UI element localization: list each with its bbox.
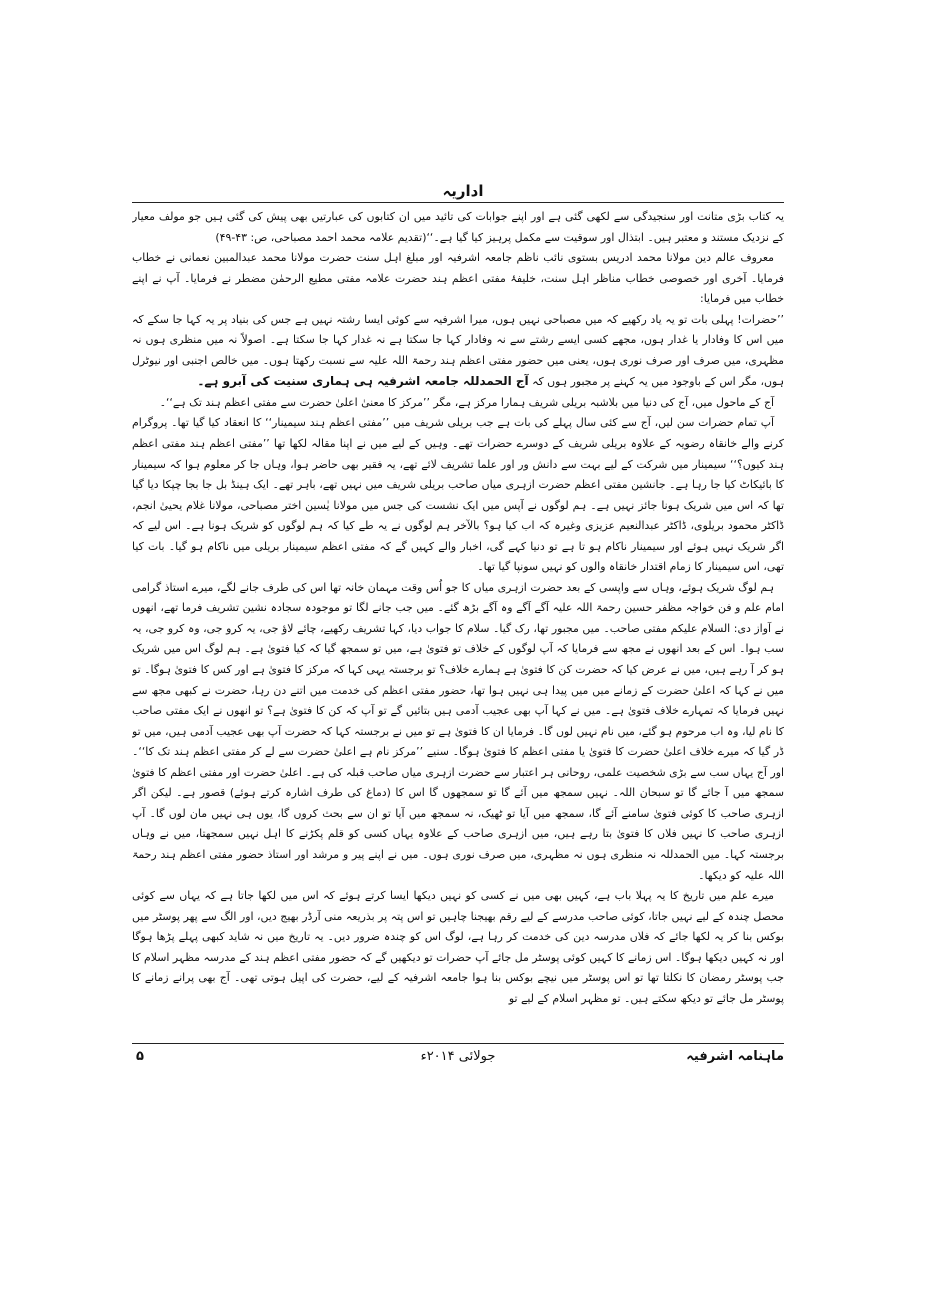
header-rule — [132, 202, 784, 203]
article-body — [132, 207, 784, 1047]
footer-rule — [132, 1043, 784, 1044]
issue-date: جولائی ۲۰۱۴ء — [420, 1049, 496, 1064]
paragraph-continuation: یہ کتاب بڑی متانت اور سنجیدگی سے لکھی گئی ہے اور اپنے جوابات کی تائید میں ان کتابوں کی عبارتیں بھی پیش کی گئی ہیں جو مولف معیار کے نزدیک مستند و معتبر ہیں۔ ابتذال اور سوقیت سے مکمل پرہیز کیا گیا ہے۔‘‘(تقدیم علامہ محمد احمد مصباحی، ص: ۴۳-۴۹) — [132, 210, 784, 244]
paragraph-seminar: آپ تمام حضرات سن لیں، آج سے کئی سال پہلے کی بات ہے جب بریلی شریف میں ’’مفتی اعظم ہند سیمینار‘‘ کا انعقاد کیا گیا تھا۔ پروگرام کرنے والے خانقاہ رضویہ کے علاوہ بریلی شریف کے دوسرے حضرات تھے۔ وہیں کے لیے میں نے اپنا مقالہ لکھا تھا ’’مفتی اعظم ہند مفتی اعظم ہند کیوں؟‘‘ سیمینار میں شرکت کے لیے بہت سے دانش ور اور علما تشریف لائے تھے، یہ فقیر بھی حاضر ہوا، وہاں جا کر معلوم ہوا کہ سیمینار کا بائیکاٹ کیا جا رہا ہے۔ جانشین مفتی اعظم حضرت ازہری میاں صاحب بریلی شریف میں نہیں تھے، باہر تھے۔ ایک ہینڈ بل جا بجا چپکا دیا گیا تھا کہ اس میں شریک ہونا جائز نہیں ہے۔ ہم لوگوں نے آپس میں ایک نشست کی جس میں مولانا یٰسین اختر مصباحی، مولانا غلام یحییٰ انجم، ڈاکٹر محمود بریلوی، ڈاکٹر عبدالنعیم عزیزی وغیرہ کہ اب کیا ہو؟ بالآخر ہم لوگوں نے یہ طے کیا کہ ہم لوگوں کو شریک ہونا ہے۔ اس لیے کہ اگر شریک نہیں ہوئے اور سیمینار ناکام ہو تا ہے تو دنیا کہے گی، اخبار والے کہیں گے کہ مفتی اعظم سیمینار بریلی میں ناکام ہو گیا۔ بات کیا تھی، اس سیمینار کا زمام اقتدار خانقاہ والوں کو نہیں سونپا گیا تھا۔ — [132, 416, 784, 574]
page-footer — [132, 1046, 784, 1068]
paragraph-speakers: معروف عالم دین مولانا محمد ادریس بستوی نائب ناظم جامعہ اشرفیہ اور مبلغ اہل سنت حضرت مولانا محمد عبدالمبین نعمانی نے خطاب فرمایا۔ آخری اور خصوصی خطاب مناظر اہل سنت، خلیفۂ مفتی اعظم ہند حضرت علامہ مفتی مطیع الرحمٰن مضطر نے فرمایا۔ آپ نے اپنے خطاب میں فرمایا: — [132, 251, 784, 306]
quote-emphasis: آج الحمدللہ جامعہ اشرفیہ ہی ہماری سنیت کی آبرو ہے۔ — [197, 374, 529, 389]
paragraph-quote — [132, 310, 784, 393]
paragraph-poster: میرے علم میں تاریخ کا یہ پہلا باب ہے، کہیں بھی میں نے کسی کو نہیں دیکھا ایسا کرتے ہوئے کہ اس میں لکھا جاتا ہے کہ یہاں سے کوئی محصل چندہ کے لیے نہیں جاتا، کوئی صاحب مدرسے کے لیے رقم بھیجنا چاہیں تو اس پتہ پر بذریعہ منی آرڈر بھیج دیں، اور الگ سے پھر پوسٹر میں بوکس بنا کر یہ لکھا جائے کہ فلاں مدرسہ دین کی خدمت کر رہا ہے، لوگ اس کو چندہ ضرور دیں۔ یہ تاریخ میں نہ شاید کبھی پہلے پڑھا ہوگا اور نہ کہیں دیکھا ہوگا۔ اس زمانے کا کہیں کوئی پوسٹر مل جائے آپ حضرات تو دیکھیں گے کہ حضور مفتی اعظم ہند کے مدرسہ مظہر اسلام کا جب پوسٹر رمضان کا نکلتا تھا تو اس پوسٹر میں نیچے بوکس بنا ہوا جامعہ اشرفیہ کے لیے، حضرت کی اپیل ہوتی تھی۔ آج بھی پرانے زمانے کا پوسٹر مل جائے تو دیکھ سکتے ہیں۔ تو مظہر اسلام کے لیے تو — [132, 889, 784, 1005]
quote-text: ’’حضرات! پہلی بات تو یہ یاد رکھیے کہ میں مصباحی نہیں ہوں، میرا اشرفیہ سے کوئی ایسا رشتہ نہیں ہے جس کی بنیاد پر یہ کہا جا سکے کہ میں اس کا وفادار یا غدار ہوں، مجھے کسی ایسے رشتے سے نہ وفادار کہا جا سکتا ہے نہ غدار کہا جا سکتا ہے۔ اصولاً نہ میں منظری ہوں نہ مظہری، میں صرف اور صرف نوری ہوں، یعنی میں حضور مفتی اعظم ہند رحمۃ اللہ علیہ سے نسبت رکھتا ہوں۔ میں خالص اجنبی اور نیوٹرل ہوں، مگر اس کے باوجود میں یہ کہنے پر مجبور ہوں کہ — [132, 312, 784, 389]
section-title: اداریہ — [442, 182, 484, 200]
page-number: ۵ — [136, 1049, 144, 1064]
paragraph-markaz: آج کے ماحول میں، آج کی دنیا میں بلاشبہ بریلی شریف ہمارا مرکز ہے، مگر ’’مرکز کا معنیٰ اعلیٰ حضرت سے مفتی اعظم ہند تک ہے‘‘۔ — [159, 395, 774, 409]
paragraph-fatwa: ہم لوگ شریک ہوئے، وہاں سے واپسی کے بعد حضرت ازہری میاں کا جو اُس وقت مہمان خانہ تھا اس کی طرف جانے لگے، میرے استاذ گرامی امام علم و فن خواجہ مظفر حسین رحمۃ اللہ علیہ آگے آگے وہ آگے بڑھ گئے۔ میں جب جانے لگا تو موجودہ سجادہ نشین تشریف فرما تھے، انھوں نے آواز دی: السلام علیکم مفتی صاحب۔ میں مجبور تھا، رک گیا۔ سلام کا جواب دیا، کہا تشریف رکھیے، چائے لاؤ جی، یہ کرو جی، وہ کرو جی، یہ سب ہوا۔ اس کے بعد انھوں نے مجھ سے فرمایا کہ آپ لوگوں کے خلاف تو فتویٰ ہے، میں تو سمجھ گیا کہ کیا فتویٰ ہے۔ ہم لوگ اس میں شریک ہو کر آ رہے ہیں، میں نے عرض کیا کہ حضرت کن کا فتویٰ ہے ہمارے خلاف؟ تو برجستہ یہی کہا کہ مرکز کا فتویٰ ہے اور کس کا فتویٰ ہوگا۔ تو میں نے کہا کہ اعلیٰ حضرت کے زمانے میں میں پیدا ہی نہیں ہوا تھا، حضور مفتی اعظم کی خدمت میں اتنے دن رہا، حضرت نے کبھی مجھ سے نہیں فرمایا کہ تمہارے خلاف فتویٰ ہے۔ میں نے کہا آپ بھی عجیب آدمی ہیں بتائیں گے تو آپ کہ کن کا فتویٰ ہے؟ تو انھوں نے ایک مفتی صاحب کا نام لیا، وہ اب مرحوم ہو گئے، میں نام نہیں لوں گا۔ فرمایا ان کا فتویٰ ہے تو میں نے برجستہ کہا کہ حضرت آپ بھی عجیب آدمی ہیں، میں تو ڈر گیا کہ میرے خلاف اعلیٰ حضرت کا فتویٰ یا مفتی اعظم کا فتویٰ ہوگا۔ سنیے ’’مرکز نام ہے اعلیٰ حضرت سے لے کر مفتی اعظم ہند تک کا‘‘۔ اور آج یہاں سب سے بڑی شخصیت علمی، روحانی ہر اعتبار سے حضرت ازہری میاں صاحب قبلہ کی ہے۔ اعلیٰ حضرت اور مفتی اعظم کا فتویٰ سمجھ میں آ جائے گا تو سبحان اللہ۔ نہیں سمجھ میں آئے گا تو سمجھوں گا اس کا (دماغ کی طرف اشارہ کرتے ہوئے) قصور ہے۔ لیکن اگر ازہری صاحب کا کوئی فتویٰ سامنے آئے گا، سمجھ میں آیا تو ٹھیک، نہ سمجھ میں آیا تو ان سے بحث کروں گا، یوں ہی نہیں مان لوں گا۔ آپ ازہری صاحب کا نہیں فلاں کا فتویٰ بتا رہے ہیں، میں ازہری صاحب کے علاوہ یہاں کسی کو قلم پکڑنے کا اہل نہیں سمجھتا، میں نے وہاں برجستہ کہا۔ میں الحمدللہ نہ منظری ہوں نہ مظہری، میں صرف نوری ہوں۔ میں نے اپنے پیر و مرشد اور استاذ حضور مفتی اعظم ہند رحمۃ اللہ علیہ کو دیکھا۔ — [132, 580, 784, 882]
magazine-name: ماہنامہ اشرفیہ — [686, 1049, 784, 1064]
